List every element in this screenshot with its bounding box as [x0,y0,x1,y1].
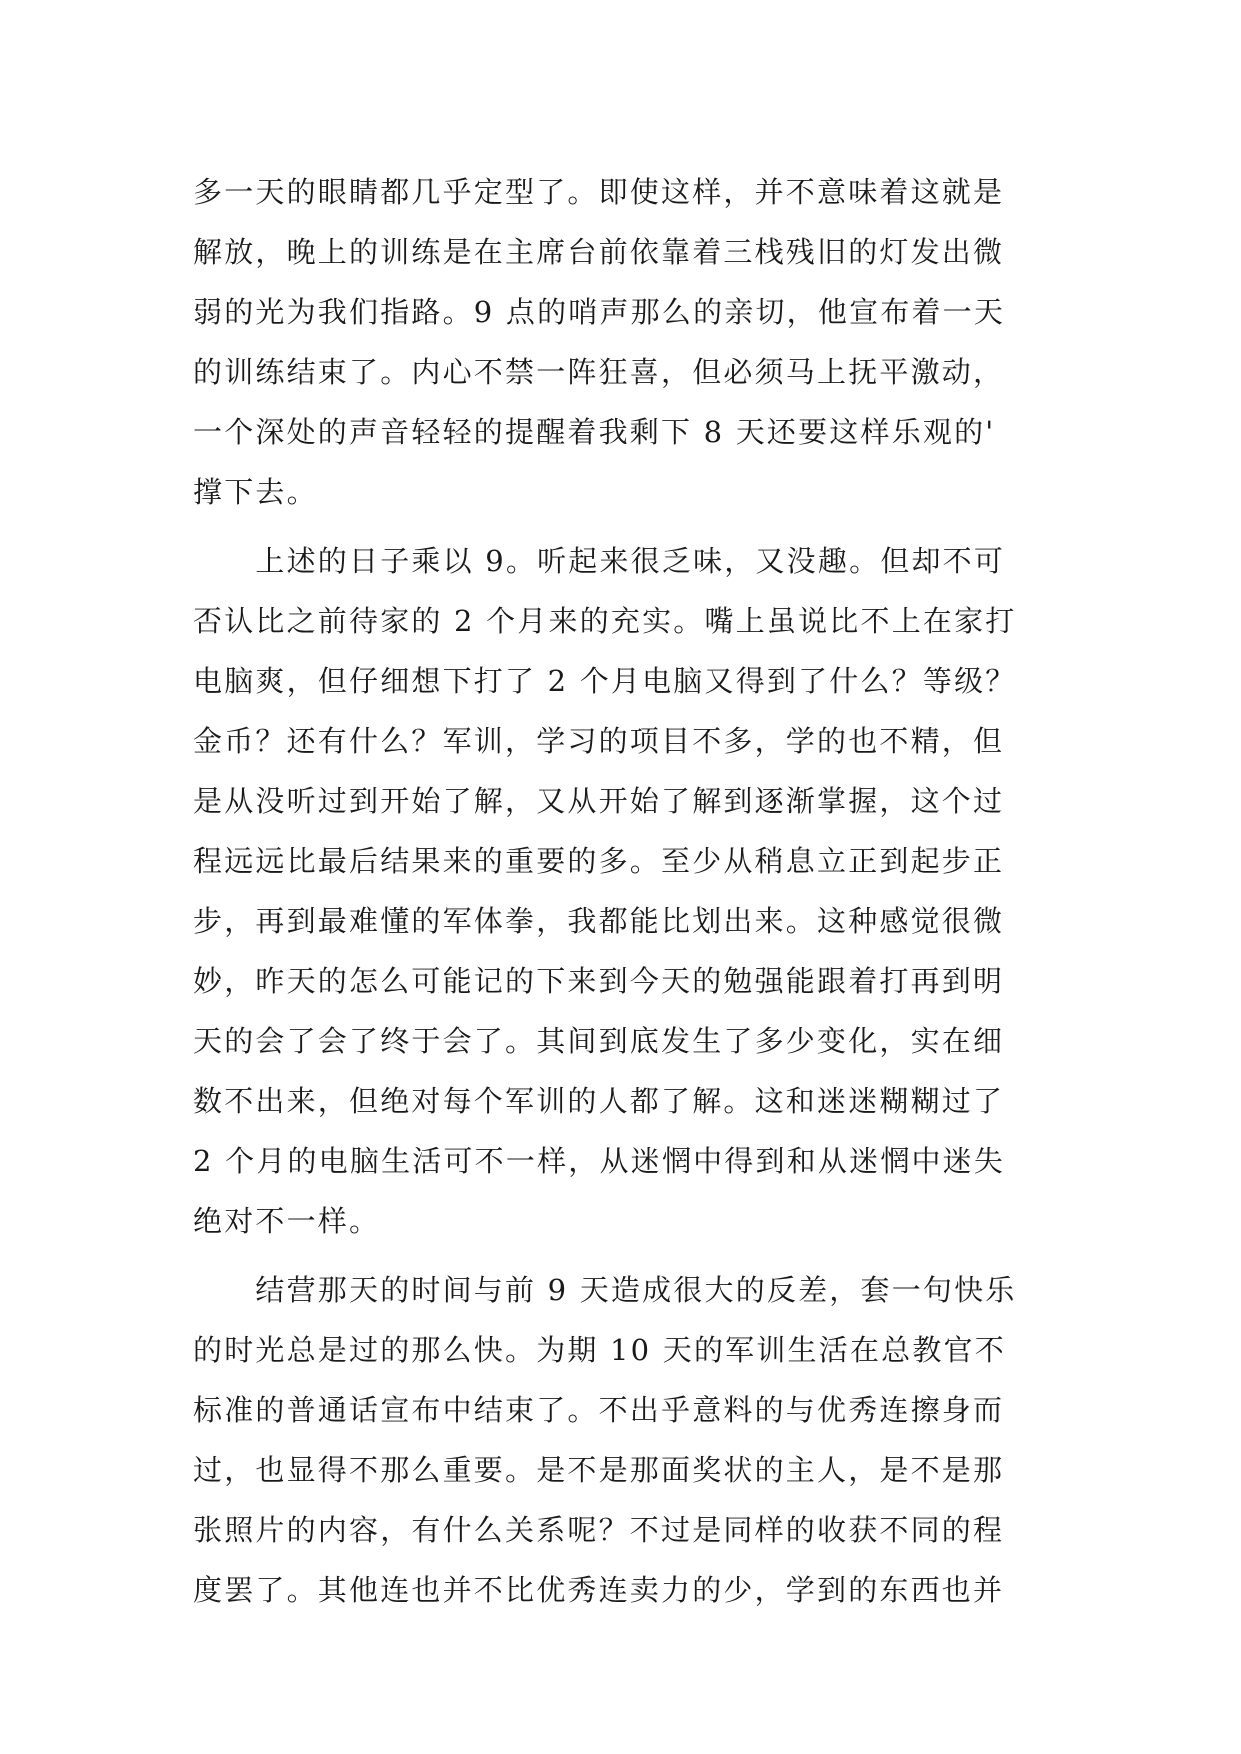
text-line: 2 个月的电脑生活可不一样，从迷惘中得到和从迷惘中迷失 [193,1144,1006,1178]
text-line: 标准的普通话宣布中结束了。不出乎意料的与优秀连擦身而 [193,1393,1005,1427]
text-line: 上述的日子乘以 9。听起来很乏味，又没趣。但却不可 [193,544,1006,578]
text-line: 多一天的眼睛都几乎定型了。即使这样，并不意味着这就是 [193,175,1005,209]
paragraph-1 [193,162,1053,522]
text-line: 张照片的内容，有什么关系呢？不过是同样的收获不同的程 [193,1513,1005,1547]
text-line: 数不出来，但绝对每个军训的人都了解。这和迷迷糊糊过了 [193,1084,1005,1118]
text-line: 解放，晚上的训练是在主席台前依靠着三栈残旧的灯发出微 [193,235,1005,269]
text-line: 的时光总是过的那么快。为期 10 天的军训生活在总教官不 [193,1333,1006,1367]
text-line: 过，也显得不那么重要。是不是那面奖状的主人，是不是那 [193,1453,1005,1487]
text-line: 一个深处的声音轻轻的提醒着我剩下 8 天还要这样乐观的' [193,415,996,449]
text-line: 结营那天的时间与前 9 天造成很大的反差，套一句快乐 [193,1273,1017,1307]
paragraph-spacer [193,1251,1053,1260]
text-line: 妙，昨天的怎么可能记的下来到今天的勉强能跟着打再到明 [193,964,1005,998]
paragraph-spacer [193,522,1053,531]
text-line: 电脑爽，但仔细想下打了 2 个月电脑又得到了什么？等级？ [193,664,1017,698]
text-line: 是从没听过到开始了解，又从开始了解到逐渐掌握，这个过 [193,784,1005,818]
paragraph-2 [193,531,1053,1251]
text-line: 否认比之前待家的 2 个月来的充实。嘴上虽说比不上在家打 [193,604,1017,638]
text-line: 金币？还有什么？军训，学习的项目不多，学的也不精，但 [193,724,1005,758]
text-line: 步，再到最难懂的军体拳，我都能比划出来。这种感觉很微 [193,904,1005,938]
text-line: 程远远比最后结果来的重要的多。至少从稍息立正到起步正 [193,844,1005,878]
text-line: 度罢了。其他连也并不比优秀连卖力的少，学到的东西也并 [193,1573,1005,1607]
text-line: 绝对不一样。 [193,1204,381,1238]
text-line: 的训练结束了。内心不禁一阵狂喜，但必须马上抚平激动， [193,355,1005,389]
text-line: 撑下去。 [193,475,318,509]
paragraph-3 [193,1260,1053,1620]
body-text [193,162,1053,1620]
text-line: 弱的光为我们指路。9 点的哨声那么的亲切，他宣布着一天 [193,295,1006,329]
text-line: 天的会了会了终于会了。其间到底发生了多少变化，实在细 [193,1024,1005,1058]
